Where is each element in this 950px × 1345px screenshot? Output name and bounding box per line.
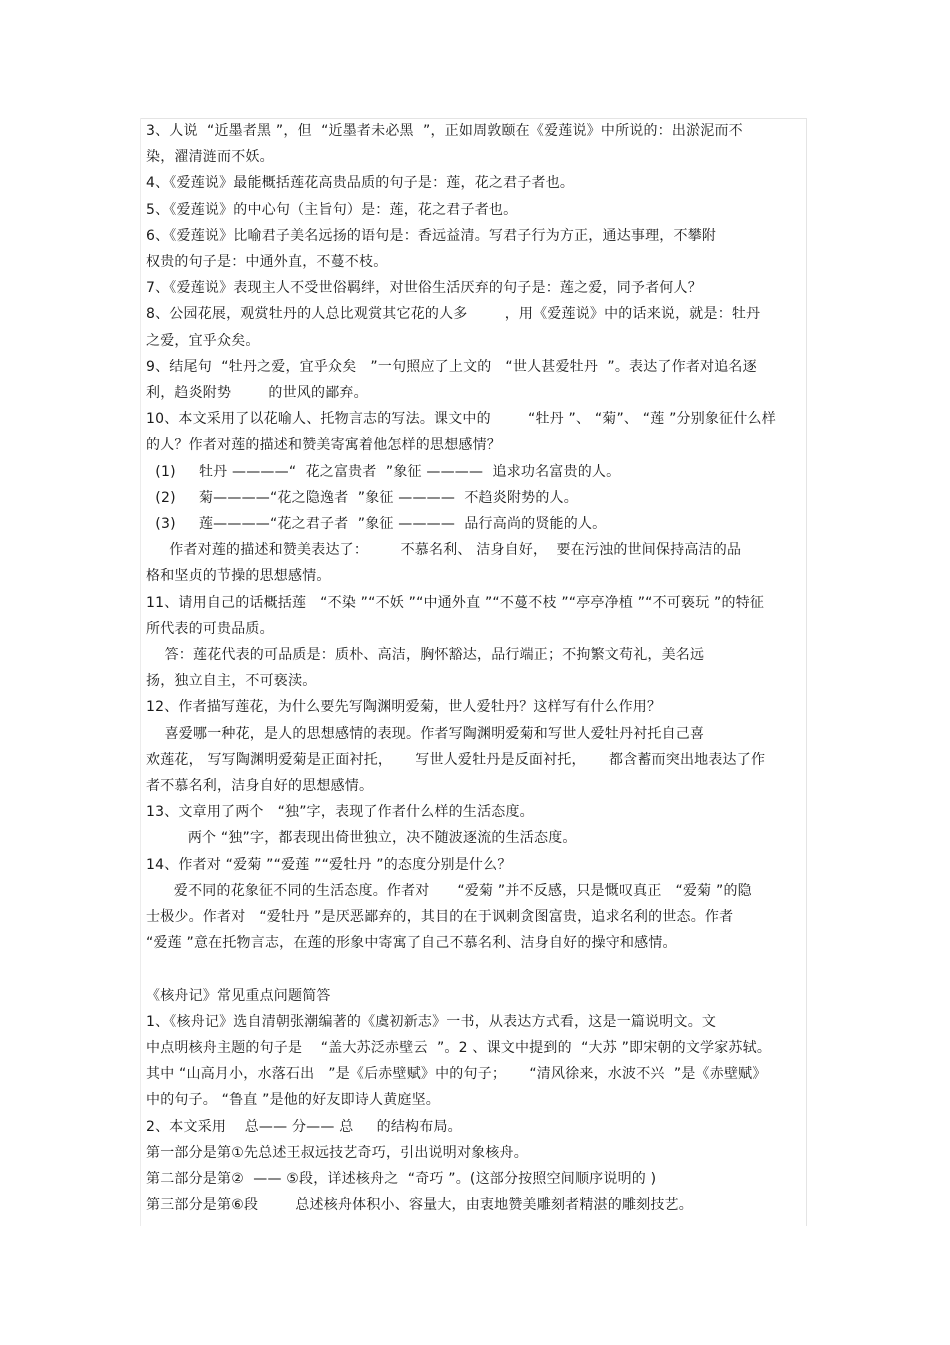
text-line: 中的句子。 “鲁直 ”是他的好友即诗人黄庭坚。: [146, 1092, 441, 1109]
text-line: 染，濯清涟而不妖。: [146, 149, 274, 166]
text-line: (3) 莲————“花之君子者 ”象征 ———— 品行高尚的贤能的人。: [146, 516, 607, 532]
text-line: 11、请用自己的话概括莲 “不染 ”“不妖 ”“中通外直 ”“不蔓不枝 ”“亭亭净植 ”“不可亵玩 ”的特征: [146, 594, 765, 611]
text-line: 者不慕名利，洁身自好的思想感情。: [146, 778, 374, 794]
text-line: “爱莲 ”意在托物言志，在莲的形象中寄寓了自己不慕名利、洁身自好的操守和感情。: [146, 935, 677, 952]
text-line: 士极少。作者对 “爱牡丹 ”是厌恶鄙弃的，其目的在于讽刺贪图富贵，追求名利的世态。作者: [146, 909, 734, 925]
text-line: 13、文章用了两个 “独”字，表现了作者什么样的生活态度。: [146, 804, 534, 821]
text-line: 其中 “山高月小，水落石出 ”是《后赤壁赋》中的句子； “清风徐来，水波不兴 ”是《赤壁赋》: [146, 1066, 767, 1083]
text-line: (1) 牡丹 ————“ 花之富贵者 ”象征 ———— 追求功名富贵的人。: [146, 463, 621, 480]
text-line: 3、人说 “近墨者黑 ”，但 “近墨者未必黑 ”，正如周敦颐在《爱莲说》中所说的：出淤泥而不: [146, 123, 743, 139]
text-line: (2) 菊————“花之隐逸者 ”象征 ———— 不趋炎附势的人。: [146, 489, 578, 506]
text-line: 5、《爱莲说》的中心句（主旨句）是：莲，花之君子者也。: [146, 201, 518, 218]
page-frame-left: [140, 118, 141, 1226]
text-line: 第一部分是第①先总述王叔远技艺奇巧，引出说明对象核舟。: [146, 1144, 528, 1161]
text-line: 《核舟记》常见重点问题简答: [146, 987, 331, 1004]
text-line: 利，趋炎附势 的世风的鄙弃。: [146, 385, 368, 401]
page-frame-top: [140, 118, 806, 119]
text-line: 中点明核舟主题的句子是 “盖大苏泛赤壁云 ”。2 、课文中提到的 “大苏 ”即宋朝的文学家苏轼。: [146, 1040, 772, 1056]
text-line: 权贵的句子是：中通外直，不蔓不枝。: [146, 254, 388, 270]
text-line: 爱不同的花象征不同的生活态度。作者对 “爱菊 ”并不反感，只是慨叹真正 “爱菊 ”的隐: [146, 882, 752, 899]
page-frame-right: [806, 118, 807, 1226]
text-line: 所代表的可贵品质。: [146, 620, 274, 637]
text-line: 10、本文采用了以花喻人、托物言志的写法。课文中的 “牡丹 ”、 “菊”、 “莲 ”分别象征什么样: [146, 411, 776, 428]
text-line: 1、《核舟记》选自清朝张潮编著的《虞初新志》一书，从表达方式看，这是一篇说明文。文: [146, 1013, 717, 1030]
text-line: 喜爱哪一种花，是人的思想感情的表现。作者写陶渊明爱菊和写世人爱牡丹衬托自己喜: [146, 725, 705, 742]
text-line: 14、作者对 “爱菊 ”“爱莲 ”“爱牡丹 ”的态度分别是什么？: [146, 856, 512, 873]
text-line: 2、本文采用 总—— 分—— 总 的结构布局。: [146, 1118, 462, 1135]
text-line: 12、作者描写莲花，为什么要先写陶渊明爱菊，世人爱牡丹？这样写有什么作用？: [146, 699, 662, 716]
text-line: 扬，独立自主，不可亵渎。: [146, 673, 317, 690]
text-line: 作者对莲的描述和赞美表达了： 不慕名利、 洁身自好， 要在污浊的世间保持高洁的品: [146, 542, 742, 559]
text-line: 的人？作者对莲的描述和赞美寄寓着他怎样的思想感情？: [146, 437, 501, 454]
text-line: 9、结尾句 “牡丹之爱，宜乎众矣 ”一句照应了上文的 “世人甚爱牡丹 ”。表达了作者对追名逐: [146, 358, 757, 375]
text-line: 两个 “独”字，都表现出倚世独立，决不随波逐流的生活态度。: [146, 830, 577, 847]
text-line: 第三部分是第⑥段 总述核舟体积小、容量大，由衷地赞美雕刻者精湛的雕刻技艺。: [146, 1197, 693, 1214]
text-line: 答：莲花代表的可品质是：质朴、高洁，胸怀豁达，品行端正；不拘繁文苟礼，美名远: [146, 647, 705, 663]
text-line: 欢莲花， 写写陶渊明爱菊是正面衬托， 写世人爱牡丹是反面衬托， 都含蓄而突出地表达了作: [146, 751, 766, 768]
text-line: 7、《爱莲说》表现主人不受世俗羁绊，对世俗生活厌弃的句子是：莲之爱，同予者何人？: [146, 280, 702, 297]
text-line: 8、公园花展，观赏牡丹的人总比观赏其它花的人多 ，用《爱莲说》中的话来说，就是：牡丹: [146, 306, 761, 323]
text-line: 4、《爱莲说》最能概括莲花高贵品质的句子是：莲，花之君子者也。: [146, 175, 575, 192]
text-line: 6、《爱莲说》比喻君子美名远扬的语句是：香远益清。写君子行为方正，通达事理，不攀附: [146, 227, 717, 244]
text-line: 之爱，宜乎众矣。: [146, 332, 260, 349]
text-line: 第二部分是第② —— ⑤段，详述核舟之 “奇巧 ”。(这部分按照空间顺序说明的 ): [146, 1171, 657, 1187]
text-line: 格和坚贞的节操的思想感情。: [146, 568, 331, 585]
